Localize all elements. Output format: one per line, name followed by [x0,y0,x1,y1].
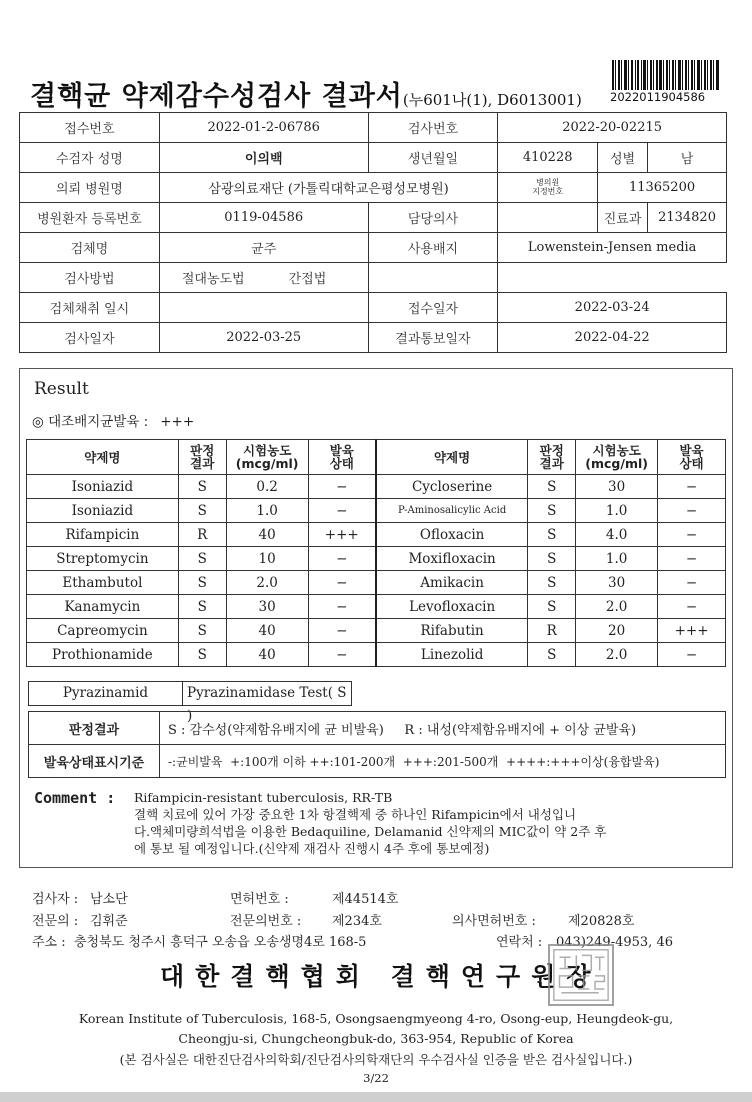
method-label: 검사방법 [20,263,160,293]
test-concentration: 1.0 [576,547,658,571]
growth-status: − [308,547,376,571]
test-date-label: 검사일자 [20,323,160,353]
legend-row [29,712,726,745]
doc-license-value: 제20828호 [568,914,635,929]
specialist-line [32,910,634,929]
test-concentration: 2.0 [226,571,308,595]
info-row [20,113,727,143]
drug-name: Capreomycin [27,619,179,643]
receipt-no-label: 접수번호 [20,113,160,143]
report-date-value: 2022-04-22 [498,323,727,353]
medium-label: 사용배지 [368,233,498,263]
comment-section [34,789,606,857]
drug-name-header: 약제명 [376,440,528,475]
dept-label: 진료과 [598,203,648,233]
patient-info-table [19,112,727,353]
control-culture-label: ◎ 대조배지균발육 : [32,414,149,430]
comment-line: Rifampicin-resistant tuberculosis, RR-TB [134,790,393,805]
judge-legend-text: S : 감수성(약제함유배지에 균 비발육) R : 내성(약제함유배지에 + 이상 균발육) [160,712,726,745]
license-value: 제44514호 [332,892,399,907]
judge-result: S [178,547,226,571]
barcode-number: 2022011904586 [610,90,706,104]
dept-value: 2134820 [648,203,727,233]
growth-status: +++ [308,523,376,547]
growth-status: − [658,475,726,499]
growth-legend-label: 발육상태표시기준 [29,745,160,778]
judge-result: S [528,595,576,619]
result-section [19,368,733,868]
concentration-header: 시험농도 (mcg/ml) [576,440,658,475]
barcode-graphic [612,60,720,90]
certification-note: (본 검사실은 대한진단검사의학회/진단검사의학재단의 우수검사실 인증을 받은 검사실입니다.) [119,1052,633,1067]
method-indirect: 간접법 [288,272,327,287]
report-title-text: 결핵균 약제감수성검사 결과서 [30,81,403,112]
tester-line [32,888,398,907]
test-concentration: 1.0 [226,499,308,523]
drug-name: Ethambutol [27,571,179,595]
growth-status: − [658,595,726,619]
specialist-name: 김휘준 [90,914,128,929]
empty-cell [368,263,498,293]
address-value: 충청북도 청주시 흥덕구 오송읍 오송생명4로 168-5 [74,935,367,950]
report-title [30,74,582,113]
judge-result: S [528,547,576,571]
comment-label: Comment : [34,789,116,807]
comment-line: 에 통보 될 예정입니다.(신약제 재검사 진행시 4주 후에 통보예정) [134,841,490,856]
table-row [27,595,726,619]
drug-name: Rifabutin [376,619,528,643]
collect-date-value [159,293,368,323]
growth-header: 발육 상태 [658,440,726,475]
drug-name: Cycloserine [376,475,528,499]
drug-name: Linezolid [376,643,528,667]
sex-label: 성별 [598,143,648,173]
table-row [27,475,726,499]
patient-name-value: 이의백 [159,143,368,173]
growth-status: − [308,643,376,667]
test-concentration: 0.2 [226,475,308,499]
drug-table-header [27,440,726,475]
test-concentration: 2.0 [576,643,658,667]
drug-name: P-Aminosalicylic Acid [376,499,528,523]
address-label: 주소 : [32,935,66,950]
comment-line: 결핵 치료에 있어 가장 중요한 1차 항결핵제 중 하나인 Rifampicin에서 내성입니 [134,807,577,822]
info-row [20,143,727,173]
info-row [20,293,727,323]
growth-status: − [658,547,726,571]
report-date-label: 결과통보일자 [368,323,498,353]
doc-license-label: 의사면허번호 : [452,914,536,929]
hospital-code-label: 병의원 지정번호 [532,177,564,196]
drug-name-header: 약제명 [27,440,179,475]
test-no-label: 검사번호 [368,113,498,143]
report-code: (누601나(1), D6013001) [402,91,582,109]
spec-no-label: 전문의번호 : [230,914,302,929]
receive-date-label: 접수일자 [368,293,498,323]
info-row [20,203,727,233]
test-concentration: 10 [226,547,308,571]
test-concentration: 1.0 [576,499,658,523]
drug-name: Moxifloxacin [376,547,528,571]
growth-status: − [658,643,726,667]
growth-status: +++ [658,619,726,643]
drug-name: Ofloxacin [376,523,528,547]
growth-status: − [308,595,376,619]
tester-label: 검사자 : [32,892,79,907]
growth-status: − [658,571,726,595]
comment-body [134,789,606,857]
test-no-value: 2022-20-02215 [498,113,727,143]
sex-value: 남 [648,143,727,173]
judge-header: 판정 결과 [528,440,576,475]
reg-no-label: 병원환자 등록번호 [20,203,160,233]
doctor-value [498,203,598,233]
table-row [27,571,726,595]
tester-name: 남소단 [90,892,128,907]
judge-header: 판정 결과 [178,440,226,475]
legend-table [28,711,726,778]
table-row [27,547,726,571]
table-row [27,619,726,643]
drug-name: Kanamycin [27,595,179,619]
spec-no-value: 제234호 [332,914,382,929]
test-concentration: 30 [226,595,308,619]
drug-name: Streptomycin [27,547,179,571]
judge-result: S [178,571,226,595]
page-number: 3/22 [363,1071,389,1085]
method-absolute: 절대농도법 [181,272,245,287]
growth-status: − [308,499,376,523]
info-row [20,263,727,293]
judge-result: S [528,523,576,547]
drug-name: Rifampicin [27,523,179,547]
hospital-code-value: 11365200 [598,173,727,203]
judge-result: S [528,571,576,595]
bottom-edge [0,1092,752,1102]
table-row [27,499,726,523]
organization-address-english-1: Korean Institute of Tuberculosis, 168-5, Osongsaengmyeong 4-ro, Osong-eup, Heungdeok-gu, [78,1011,674,1026]
drug-name: Prothionamide [27,643,179,667]
info-row [20,323,727,353]
drug-name: Levofloxacin [376,595,528,619]
growth-header: 발육 상태 [308,440,376,475]
license-label: 면허번호 : [230,892,289,907]
doctor-label: 담당의사 [368,203,498,233]
growth-status: − [308,619,376,643]
contact-label: 연락처 : [496,935,543,950]
organization-name-korean: 대한결핵협회 결핵연구원장 [160,962,602,991]
pyrazinamide-label: Pyrazinamid [28,681,183,706]
specimen-value: 균주 [159,233,368,263]
judge-result: S [178,475,226,499]
judge-result: S [178,619,226,643]
test-concentration: 30 [576,571,658,595]
hospital-label: 의뢰 병원명 [20,173,160,203]
receive-date-value: 2022-03-24 [498,293,727,323]
specimen-label: 검체명 [20,233,160,263]
info-row [20,173,727,203]
test-concentration: 20 [576,619,658,643]
empty-cell [498,263,727,293]
growth-status: − [658,523,726,547]
drug-susceptibility-table [26,439,726,667]
judge-result: S [178,499,226,523]
judge-result: S [178,643,226,667]
test-concentration: 40 [226,523,308,547]
reg-no-value: 0119-04586 [159,203,368,233]
drug-name: Isoniazid [27,499,179,523]
control-culture [32,410,194,430]
concentration-header: 시험농도 (mcg/ml) [226,440,308,475]
pyrazinamide-value: Pyrazinamidase Test( S ) [183,681,352,706]
test-date-value: 2022-03-25 [159,323,368,353]
judge-legend-label: 판정결과 [29,712,160,745]
drug-name: Amikacin [376,571,528,595]
test-concentration: 4.0 [576,523,658,547]
test-concentration: 30 [576,475,658,499]
drug-name: Isoniazid [27,475,179,499]
comment-line: 다.액체미량희석법을 이용한 Bedaquiline, Delamanid 신약제의 MIC값이 약 2주 후 [134,824,607,839]
hospital-value: 삼광의료재단 (가톨릭대학교은평성모병원) [159,173,497,203]
growth-status: − [308,475,376,499]
specialist-label: 전문의 : [32,914,79,929]
judge-result: S [178,595,226,619]
patient-name-label: 수검자 성명 [20,143,160,173]
legend-row [29,745,726,778]
test-concentration: 2.0 [576,595,658,619]
test-concentration: 40 [226,643,308,667]
judge-result: S [528,643,576,667]
birth-value: 410228 [498,143,598,173]
growth-status: − [658,499,726,523]
control-culture-value: +++ [160,414,195,430]
judge-result: R [178,523,226,547]
table-row [27,523,726,547]
medium-value: Lowenstein-Jensen media [498,233,727,263]
judge-result: S [528,499,576,523]
method-value [159,263,368,293]
test-concentration: 40 [226,619,308,643]
receipt-no-value: 2022-01-2-06786 [159,113,368,143]
info-row [20,233,727,263]
judge-result: R [528,619,576,643]
pyrazinamide-row [28,681,352,724]
result-title: Result [34,379,89,399]
collect-date-label: 검체채취 일시 [20,293,160,323]
organization-address-english-2: Cheongju-si, Chungcheongbuk-do, 363-954, Republic of Korea [178,1031,574,1046]
seal-stamp-icon [550,946,612,1004]
growth-legend-text: -:균비발육 +:100개 이하 ++:101-200개 +++:201-500개 ++++:+++이상(융합발육) [160,745,726,778]
table-row [27,643,726,667]
contact-value: 043)249-4953, 46 [556,935,673,950]
growth-status: − [308,571,376,595]
official-seal [548,944,614,1006]
judge-result: S [528,475,576,499]
birth-label: 생년월일 [368,143,498,173]
